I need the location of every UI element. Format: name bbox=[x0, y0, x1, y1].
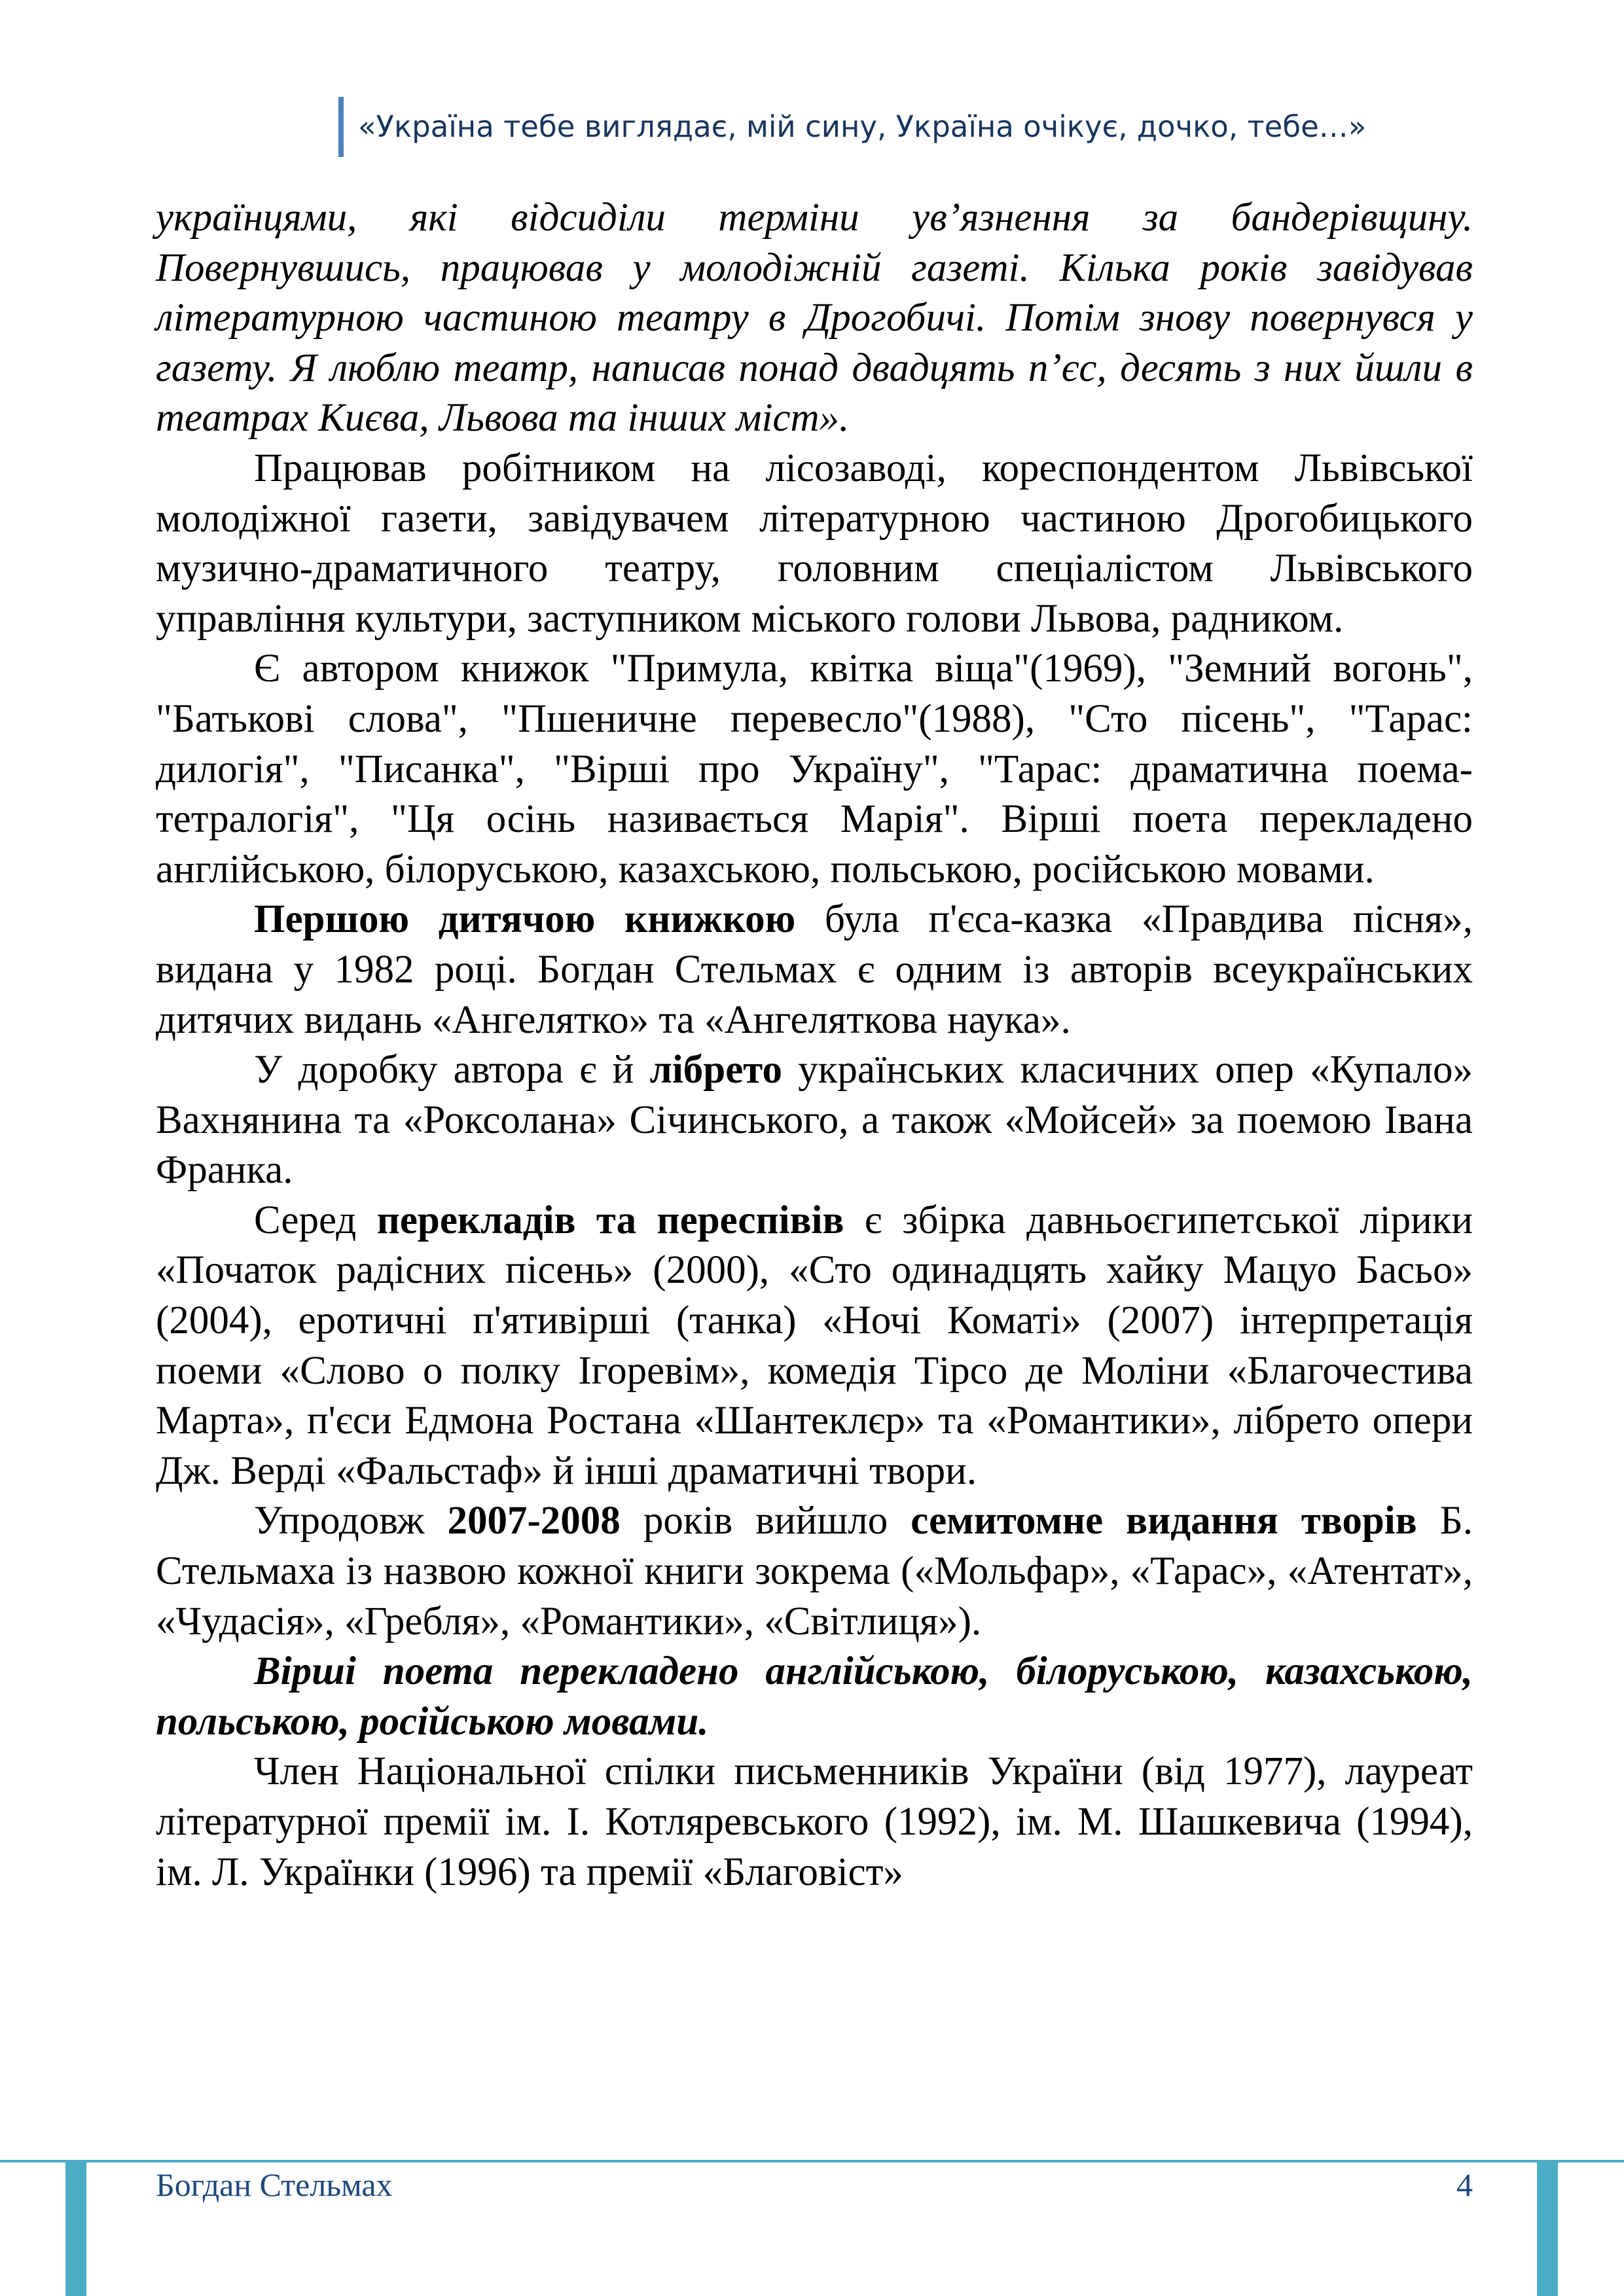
page-number: 4 bbox=[1456, 2166, 1473, 2203]
header-quote: «Україна тебе виглядає, мій сину, Україна очікує, дочко, тебе…» bbox=[358, 109, 1367, 144]
emphasis-years: 2007-2008 bbox=[447, 1499, 621, 1543]
footer-accent-bar-right bbox=[1537, 2162, 1558, 2296]
paragraph-collected-works bbox=[156, 1496, 1473, 1647]
paragraph-text: Серед bbox=[254, 1198, 377, 1242]
paragraph-poems-translated: Вірші поета перекладено англійською, білоруською, казахською, польською, російською мовами. bbox=[156, 1649, 1473, 1744]
running-header bbox=[338, 97, 1366, 157]
paragraph-libretto bbox=[156, 1045, 1473, 1196]
paragraph-quote-continuation: українцями, які відсиділи терміни ув’язнення за бандерівщину. Повернувшись, працював у молодіжній газеті. Кілька років завідував літературною частиною театру в Дрогобичі. Потім знову повернувся у газету. Я люблю театр, написав понад двадцять п’єс, десять з них йшли в театрах Києва, Львова та інших міст». bbox=[156, 196, 1473, 440]
paragraph-translations bbox=[156, 1196, 1473, 1497]
paragraph-career: Працював робітником на лісозаводі, кореспондентом Львівської молодіжної газети, завідувачем літературною частиною Дрогобицького музично-драматичного театру, головним спеціалістом Львівського управління культури, заступником міського голови Львова, радником. bbox=[156, 446, 1473, 641]
emphasis-first-children-book: Першою дитячою книжкою bbox=[254, 897, 796, 942]
paragraph-books: Є автором книжок "Примула, квітка віща"(1969), "Земний вогонь", "Батькові слова", "Пшеничне перевесло"(1988), "Сто пісень", "Тарас: дилогія", "Писанка", "Вірші про Україну", "Тарас: драматична поема-тетралогія", "Ця осінь називається Марія". Вірші поета перекладено англійською, білоруською, казахською, польською, російською мовами. bbox=[156, 647, 1473, 891]
paragraph-text: українських класичних опер «Купало» Вахнянина та «Роксолана» Січинського, а також «Мойсей» за поемою Івана Франка. bbox=[156, 1048, 1473, 1193]
footer-divider bbox=[0, 2160, 1624, 2162]
paragraph-text: була п'єса-казка «Правдива пісня», видана у 1982 році. Богдан Стельмах є одним із авторів всеукраїнських дитячих видань «Ангелятко» та «Ангеляткова наука». bbox=[156, 897, 1473, 1042]
paragraph-membership-awards: Член Національної спілки письменників України (від 1977), лауреат літературної премії ім. І. Котляревського (1992), ім. М. Шашкевича (1994), ім. Л. Українки (1996) та премії «Благовіст» bbox=[156, 1749, 1473, 1894]
paragraph-text: Б. Стельмаха із назвою кожної книги зокрема («Мольфар», «Тарас», «Атентат», «Чудасія», «Гребля», «Романтики», «Світлиця»). bbox=[156, 1499, 1473, 1643]
paragraph-text: є збірка давньоєгипетської лірики «Початок радісних пісень» (2000), «Сто одинадцять хайку Мацуо Басьо» (2004), еротичні п'ятивірші (танка) «Ночі Коматі» (2007) інтерпретація поеми «Слово о полку Ігоревім», комедія Тірсо де Моліни «Благочестива Марта», п'єси Едмона Ростана «Шантеклєр» та «Романтики», лібрето опери Дж. Верді «Фальстаф» й інші драматичні твори. bbox=[156, 1198, 1473, 1493]
footer-accent-bar-left bbox=[65, 2162, 86, 2296]
footer-author: Богдан Стельмах bbox=[156, 2166, 393, 2203]
page-body bbox=[156, 193, 1473, 1897]
paragraph-text: У доробку автора є й bbox=[254, 1048, 650, 1092]
paragraph-text: років вийшло bbox=[620, 1499, 911, 1543]
paragraph-children-book bbox=[156, 895, 1473, 1045]
paragraph-text: Упродовж bbox=[254, 1499, 448, 1543]
emphasis-libretto: лібрето bbox=[649, 1048, 782, 1092]
emphasis-translations: перекладів та переспівів bbox=[376, 1198, 844, 1242]
emphasis-seven-volume: семитомне видання творів bbox=[911, 1499, 1417, 1543]
